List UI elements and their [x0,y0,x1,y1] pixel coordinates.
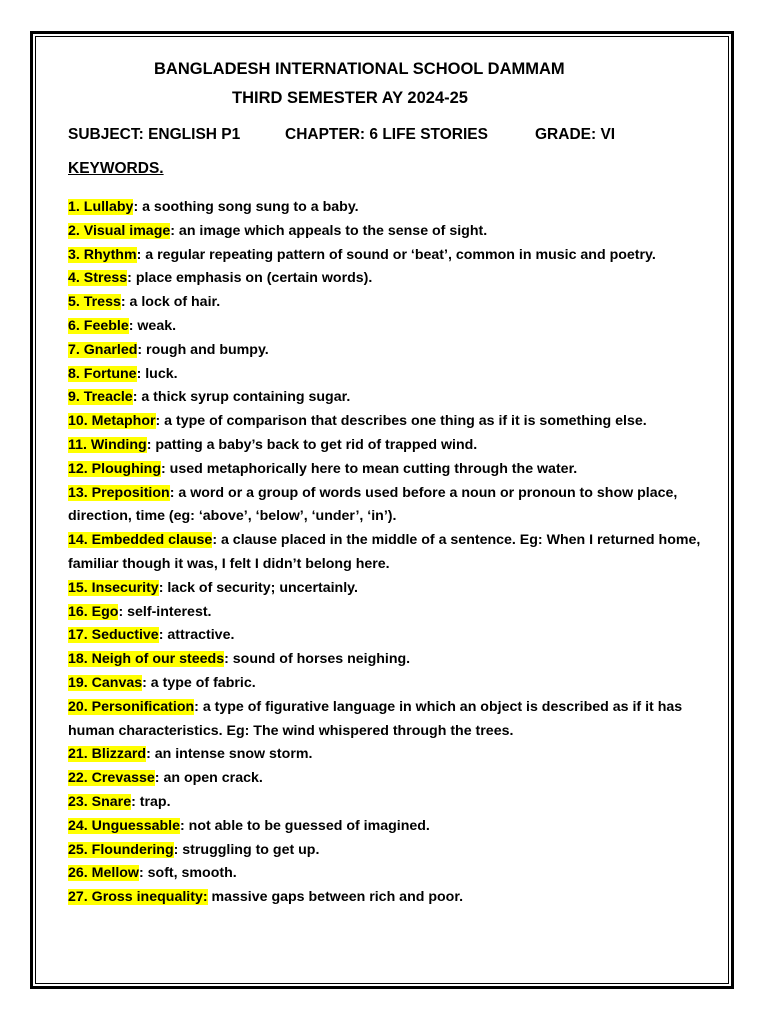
keyword-item [68,767,713,791]
keyword-item [68,339,713,363]
keyword-definition: : a lock of hair. [120,294,221,311]
keyword-item [68,886,713,910]
keyword-item [68,458,713,482]
keyword-definition: : lack of security; uncertainly. [158,579,358,596]
keyword-definition: : rough and bumpy. [137,341,269,358]
keyword-term: 12. Ploughing [68,460,162,477]
keyword-term: 5. Tress [68,294,121,311]
keyword-item [68,577,713,601]
keyword-term: 20. Personification [68,698,195,715]
keyword-item [68,815,713,839]
keyword-term: 18. Neigh of our steeds [68,651,225,668]
keyword-term: 3. Rhythm [68,246,137,263]
keyword-item [68,267,713,291]
keyword-item [68,196,713,220]
keyword-term: 2. Visual image [68,222,171,239]
keyword-term: 22. Crevasse [68,770,155,787]
keyword-definition: : self-interest. [118,603,212,620]
keyword-definition: : a type of comparison that describes one thing as if it is something else. [155,413,647,430]
keyword-definition: : sound of horses neighing. [224,651,411,668]
keyword-term: 4. Stress [68,270,128,287]
keyword-definition: : trap. [131,793,171,810]
keyword-definition: : a word or a group of words used before a noun or pronoun to show place, direction, time (eg: ‘above’, ‘below’, ‘under’, ‘in’). [68,484,678,525]
keyword-term: 13. Preposition [68,484,170,501]
keyword-item [68,363,713,387]
keyword-item [68,529,713,577]
keyword-definition: : a thick syrup containing sugar. [132,389,351,406]
subject-label: SUBJECT: ENGLISH P1 [68,126,241,143]
chapter-label: CHAPTER: 6 LIFE STORIES [285,126,488,143]
keyword-definition: : used metaphorically here to mean cutting through the water. [161,460,578,477]
keyword-item [68,648,713,672]
school-name: BANGLADESH INTERNATIONAL SCHOOL DAMMAM [154,60,565,78]
keyword-term: 17. Seductive [68,627,159,644]
keyword-definition: : patting a baby’s back to get rid of trapped wind. [146,436,478,453]
keyword-term: 6. Feeble [68,317,129,334]
keyword-definition: : struggling to get up. [173,841,320,858]
keyword-item [68,601,713,625]
keyword-definition: : an open crack. [154,770,263,787]
keyword-term: 16. Ego [68,603,119,620]
semester-title: THIRD SEMESTER AY 2024-25 [232,89,468,107]
grade-label: GRADE: VI [535,126,616,143]
keyword-definition: : a soothing song sung to a baby. [133,199,359,215]
keyword-term: 7. Gnarled [68,341,138,358]
keyword-item [68,244,713,268]
keyword-definition: : a type of fabric. [142,674,256,691]
keyword-term: 14. Embedded clause [68,532,213,549]
keyword-term: 24. Unguessable [68,817,180,834]
keyword-item [68,220,713,244]
keyword-term: 21. Blizzard [68,746,147,763]
keyword-definition: : weak. [128,317,177,334]
keyword-term: 26. Mellow [68,865,139,882]
keyword-term: 15. Insecurity [68,579,159,596]
keyword-definition: : a regular repeating pattern of sound or ‘beat’, common in music and poetry. [136,246,656,263]
keyword-item [68,672,713,696]
keyword-item [68,291,713,315]
keyword-definition: : place emphasis on (certain words). [127,270,373,287]
keyword-definition: : a clause placed in the middle of a sentence. Eg: When I returned home, familiar though it was, I felt I didn’t belong here. [68,532,701,572]
keyword-definition: : attractive. [158,627,235,644]
keyword-term: 8. Fortune [68,365,137,382]
keyword-item [68,434,713,458]
keyword-term: 25. Floundering [68,841,174,858]
keyword-term: 23. Snare [68,793,132,810]
keyword-definition: : luck. [136,365,178,382]
keyword-item [68,482,713,530]
keyword-item [68,410,713,434]
keyword-definition: : soft, smooth. [138,865,237,882]
keyword-item [68,839,713,863]
keyword-item [68,315,713,339]
keyword-item [68,743,713,767]
keyword-term: 1. Lullaby [68,199,134,215]
keyword-definition: : an image which appeals to the sense of sight. [170,222,488,239]
keyword-item [68,386,713,410]
keyword-definition: massive gaps between rich and poor. [207,889,464,906]
keyword-term: 9. Treacle [68,389,133,406]
keyword-item [68,696,713,744]
keyword-definition: : not able to be guessed of imagined. [179,817,430,834]
keyword-term: 19. Canvas [68,674,143,691]
keyword-term: 27. Gross inequality: [68,889,208,906]
keyword-item [68,862,713,886]
keyword-item [68,624,713,648]
keyword-term: 10. Metaphor [68,413,156,430]
keyword-list [68,196,713,910]
keyword-definition: : a type of figurative language in which an object is described as if it has human characteristics. Eg: The wind whispered through the trees. [68,698,683,739]
keywords-heading: KEYWORDS. [68,160,164,177]
keyword-definition: : an intense snow storm. [146,746,313,763]
keyword-item [68,791,713,815]
keyword-term: 11. Winding [68,436,147,453]
